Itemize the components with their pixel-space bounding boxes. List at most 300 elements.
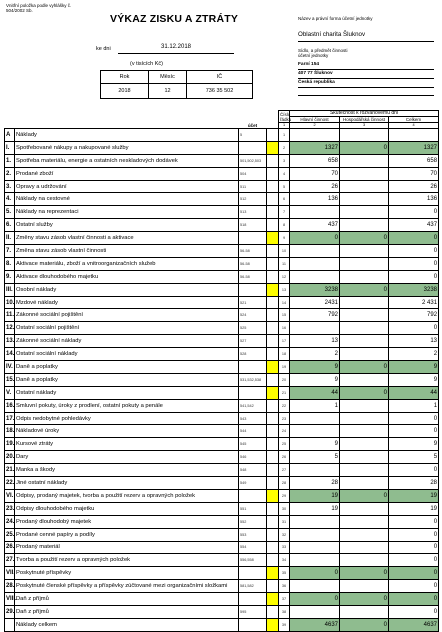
main-activity-value[interactable]: 0 <box>290 593 340 606</box>
row-label: Aktivace dlouhodobého majetku <box>15 270 239 283</box>
main-activity-value[interactable] <box>290 425 340 438</box>
row-indicator <box>267 348 279 361</box>
main-activity-value[interactable]: 2 <box>290 348 340 361</box>
total-value[interactable]: 19 <box>389 502 439 515</box>
row-code: 29. <box>5 605 15 618</box>
row-number: 18 <box>279 348 290 361</box>
row-account: 531,532,538 <box>239 373 267 386</box>
total-value[interactable]: 0 <box>389 245 439 258</box>
main-activity-value[interactable]: 437 <box>290 219 340 232</box>
business-activity-value[interactable] <box>340 129 389 142</box>
row-account: 546 <box>239 451 267 464</box>
row-indicator <box>267 309 279 322</box>
city-field[interactable] <box>298 71 434 79</box>
row-label: Prodané cenné papíry a podíly <box>15 528 239 541</box>
row-indicator <box>267 502 279 515</box>
total-value[interactable]: 0 <box>389 464 439 477</box>
total-value[interactable]: 0 <box>389 270 439 283</box>
reality-group-header: Skutečnost k rozvahovému dni <box>290 111 439 117</box>
row-code: 18. <box>5 425 15 438</box>
main-activity-value[interactable] <box>290 554 340 567</box>
row-code: 5. <box>5 206 15 219</box>
row-indicator <box>267 464 279 477</box>
row-code: 10. <box>5 296 15 309</box>
row-label: Opravy a udržování <box>15 180 239 193</box>
row-indicator <box>267 154 279 167</box>
business-activity-value[interactable] <box>340 167 389 180</box>
total-value[interactable]: 0 <box>389 425 439 438</box>
table-row <box>5 373 439 386</box>
row-label: Tvorba a použití rezerv a opravných položek <box>15 554 239 567</box>
business-activity-value[interactable] <box>340 438 389 451</box>
row-indicator <box>267 399 279 412</box>
row-number: 34 <box>279 554 290 567</box>
country-value: Česká republika <box>298 80 335 85</box>
row-code: 3. <box>5 180 15 193</box>
total-value[interactable]: 5 <box>389 451 439 464</box>
total-header: Celkem <box>389 117 439 123</box>
row-code: 11. <box>5 309 15 322</box>
business-activity-value[interactable] <box>340 206 389 219</box>
main-activity-value[interactable] <box>290 515 340 528</box>
year-header: Rok <box>101 71 149 84</box>
row-number: 29 <box>279 489 290 502</box>
table-row <box>5 167 439 180</box>
total-value[interactable]: 3238 <box>389 283 439 296</box>
row-code: 21. <box>5 464 15 477</box>
row-account: 552 <box>239 515 267 528</box>
row-number: 36 <box>279 580 290 593</box>
table-row <box>5 309 439 322</box>
row-indicator <box>267 335 279 348</box>
total-value[interactable]: 792 <box>389 309 439 322</box>
regulation-note <box>6 3 76 13</box>
row-code: VII. <box>5 567 15 580</box>
table-row <box>5 425 439 438</box>
row-indicator <box>267 567 279 580</box>
row-account: 548 <box>239 464 267 477</box>
row-account: 544 <box>239 425 267 438</box>
total-value[interactable]: 44 <box>389 386 439 399</box>
business-activity-value[interactable]: 0 <box>340 386 389 399</box>
total-value[interactable]: 0 <box>389 580 439 593</box>
main-activity-value[interactable] <box>290 605 340 618</box>
total-value[interactable]: 658 <box>389 154 439 167</box>
row-number-header: Číslo řádku <box>280 111 292 122</box>
table-row <box>5 193 439 206</box>
row-indicator <box>267 232 279 245</box>
main-activity-value[interactable]: 9 <box>290 438 340 451</box>
row-label: Poskytnuté členské příspěvky a příspěvky zúčtované mezi organizačními složkami <box>15 580 239 593</box>
row-label: Změny stavu zásob vlastní činnosti a aktivace <box>15 232 239 245</box>
row-number: 1 <box>279 129 290 142</box>
business-activity-value[interactable] <box>340 245 389 258</box>
city-value: 407 77 Šluknov <box>298 71 333 76</box>
main-activity-value[interactable] <box>290 270 340 283</box>
row-number: 28 <box>279 477 290 490</box>
table-row <box>5 477 439 490</box>
total-value[interactable]: 0 <box>389 528 439 541</box>
row-number: 33 <box>279 541 290 554</box>
row-account: 595 <box>239 605 267 618</box>
row-indicator <box>267 386 279 399</box>
row-number: 2 <box>279 141 290 154</box>
table-row <box>5 296 439 309</box>
row-indicator <box>267 580 279 593</box>
main-activity-value[interactable]: 28 <box>290 477 340 490</box>
row-number: 13 <box>279 283 290 296</box>
business-activity-value[interactable]: 0 <box>340 593 389 606</box>
country-field[interactable] <box>298 80 434 88</box>
row-account: 545 <box>239 438 267 451</box>
period-table <box>100 70 253 99</box>
row-label: Prodaný materiál <box>15 541 239 554</box>
main-activity-value[interactable]: 19 <box>290 489 340 502</box>
total-value[interactable]: 2 <box>389 348 439 361</box>
row-label: Zákonné sociální pojištění <box>15 309 239 322</box>
row-account: 5 <box>239 129 267 142</box>
row-code: 27. <box>5 554 15 567</box>
row-account: 501,502,503 <box>239 154 267 167</box>
business-activity-value[interactable]: 0 <box>340 361 389 374</box>
row-number: 27 <box>279 464 290 477</box>
row-code: 20. <box>5 451 15 464</box>
business-activity-value[interactable] <box>340 554 389 567</box>
row-label: Změna stavu zásob vlastní činnosti <box>15 245 239 258</box>
row-label: Osobní náklady <box>15 283 239 296</box>
main-activity-value[interactable]: 44 <box>290 386 340 399</box>
main-activity-value[interactable]: 136 <box>290 193 340 206</box>
main-activity-value[interactable]: 4637 <box>290 618 340 631</box>
main-activity-value[interactable] <box>290 322 340 335</box>
business-activity-value[interactable] <box>340 335 389 348</box>
business-activity-value[interactable] <box>340 580 389 593</box>
business-activity-value[interactable] <box>340 412 389 425</box>
business-activity-value[interactable] <box>340 180 389 193</box>
row-code: VI. <box>5 489 15 502</box>
row-label: Dary <box>15 451 239 464</box>
row-number: 12 <box>279 270 290 283</box>
main-activity-value[interactable]: 792 <box>290 309 340 322</box>
total-value[interactable]: 0 <box>389 515 439 528</box>
row-number: 17 <box>279 335 290 348</box>
row-code: VIII. <box>5 593 15 606</box>
row-label: Manka a škody <box>15 464 239 477</box>
row-account: 543 <box>239 412 267 425</box>
row-indicator <box>267 528 279 541</box>
row-number: 32 <box>279 528 290 541</box>
business-activity-value[interactable] <box>340 296 389 309</box>
business-activity-value[interactable] <box>340 515 389 528</box>
total-value[interactable]: 0 <box>389 567 439 580</box>
row-indicator <box>267 451 279 464</box>
total-value[interactable]: 0 <box>389 322 439 335</box>
total-value[interactable]: 9 <box>389 438 439 451</box>
total-value[interactable]: 0 <box>389 412 439 425</box>
row-code: 26. <box>5 541 15 554</box>
business-activity-value[interactable] <box>340 605 389 618</box>
row-account: 513 <box>239 206 267 219</box>
row-indicator <box>267 193 279 206</box>
business-activity-value[interactable] <box>340 373 389 386</box>
total-value[interactable]: 1 <box>389 399 439 412</box>
business-activity-value[interactable]: 0 <box>340 232 389 245</box>
table-row <box>5 567 439 580</box>
row-account: 549 <box>239 477 267 490</box>
main-activity-value[interactable]: 0 <box>290 567 340 580</box>
row-label: Náklady na reprezentaci <box>15 206 239 219</box>
row-indicator <box>267 477 279 490</box>
business-activity-value[interactable] <box>340 309 389 322</box>
row-account: 56-58 <box>239 245 267 258</box>
row-account: 551 <box>239 502 267 515</box>
street-field[interactable] <box>298 62 434 70</box>
row-label: Ostatní sociální pojištění <box>15 322 239 335</box>
total-value[interactable] <box>389 129 439 142</box>
row-indicator <box>267 438 279 451</box>
main-activity-value[interactable] <box>290 257 340 270</box>
column-number: 4 <box>389 123 439 129</box>
business-activity-value[interactable] <box>340 399 389 412</box>
row-code: 4. <box>5 193 15 206</box>
total-value[interactable]: 0 <box>389 232 439 245</box>
main-activity-value[interactable]: 3238 <box>290 283 340 296</box>
row-account: 581,582 <box>239 580 267 593</box>
main-activity-value[interactable]: 658 <box>290 154 340 167</box>
table-row <box>5 528 439 541</box>
business-activity-value[interactable] <box>340 477 389 490</box>
business-activity-value[interactable]: 0 <box>340 141 389 154</box>
date-prefix: ke dni <box>96 46 111 52</box>
row-account: 511 <box>239 180 267 193</box>
row-label: Spotřeba materiálu, energie a ostatních neskladových dodávek <box>15 154 239 167</box>
profit-loss-rows <box>5 129 439 632</box>
total-value[interactable]: 70 <box>389 167 439 180</box>
row-label: Náklady na cestovné <box>15 193 239 206</box>
entity-name-field[interactable] <box>298 31 434 42</box>
row-code: 25. <box>5 528 15 541</box>
row-indicator <box>267 270 279 283</box>
main-activity-value[interactable] <box>290 464 340 477</box>
main-activity-value[interactable]: 9 <box>290 361 340 374</box>
row-code: 7. <box>5 245 15 258</box>
table-row <box>5 386 439 399</box>
table-row <box>5 489 439 502</box>
main-activity-value[interactable] <box>290 528 340 541</box>
date-value: 31.12.2018 <box>160 44 192 50</box>
row-indicator <box>267 245 279 258</box>
total-value[interactable]: 0 <box>389 257 439 270</box>
row-number: 30 <box>279 502 290 515</box>
regulation-note-line-1: Vnitřní položka podle vyhlášky č. <box>6 3 72 8</box>
business-activity-value[interactable] <box>340 154 389 167</box>
row-number: 21 <box>279 386 290 399</box>
total-value[interactable]: 0 <box>389 206 439 219</box>
row-code: I. <box>5 141 15 154</box>
row-account: 518 <box>239 219 267 232</box>
business-activity-value[interactable] <box>340 502 389 515</box>
total-value[interactable]: 13 <box>389 335 439 348</box>
main-activity-value[interactable]: 5 <box>290 451 340 464</box>
row-indicator <box>267 219 279 232</box>
entity-name-label: Název a právní forma účetní jednotky <box>298 16 373 21</box>
row-indicator <box>267 618 279 631</box>
date-field[interactable] <box>118 44 234 54</box>
row-account: 541,542 <box>239 399 267 412</box>
total-value[interactable]: 28 <box>389 477 439 490</box>
row-code: 19. <box>5 438 15 451</box>
row-indicator <box>267 412 279 425</box>
ic-header: IČ <box>187 71 253 84</box>
row-label: Náklady <box>15 129 239 142</box>
row-indicator <box>267 541 279 554</box>
business-activity-value[interactable] <box>340 541 389 554</box>
main-activity-value[interactable]: 1327 <box>290 141 340 154</box>
row-label: Spotřebované nákupy a nakupované služby <box>15 141 239 154</box>
row-account <box>239 232 267 245</box>
row-label: Odpis nedobytné pohledávky <box>15 412 239 425</box>
row-label: Poskytnuté příspěvky <box>15 567 239 580</box>
business-activity-header: Hospodářská činnost <box>340 117 389 123</box>
business-activity-value[interactable]: 0 <box>340 567 389 580</box>
total-value[interactable]: 1327 <box>389 141 439 154</box>
total-value[interactable]: 19 <box>389 489 439 502</box>
table-row <box>5 554 439 567</box>
row-account: 554 <box>239 541 267 554</box>
business-activity-value[interactable] <box>340 322 389 335</box>
row-label: Kursové ztráty <box>15 438 239 451</box>
main-activity-value[interactable] <box>290 129 340 142</box>
main-activity-value[interactable]: 0 <box>290 232 340 245</box>
row-code: 2. <box>5 167 15 180</box>
table-row <box>5 335 439 348</box>
total-value[interactable]: 0 <box>389 605 439 618</box>
row-code: 24. <box>5 515 15 528</box>
row-indicator <box>267 373 279 386</box>
row-number: 19 <box>279 361 290 374</box>
row-indicator <box>267 361 279 374</box>
row-number: 26 <box>279 451 290 464</box>
main-activity-value[interactable]: 1 <box>290 399 340 412</box>
row-account: 504 <box>239 167 267 180</box>
row-number: 39 <box>279 618 290 631</box>
table-row <box>5 245 439 258</box>
row-label: Daň z příjmů <box>15 593 239 606</box>
total-value[interactable]: 136 <box>389 193 439 206</box>
business-activity-value[interactable] <box>340 348 389 361</box>
row-number: 10 <box>279 245 290 258</box>
row-indicator <box>267 167 279 180</box>
row-account: 527 <box>239 335 267 348</box>
total-value[interactable]: 26 <box>389 180 439 193</box>
total-value[interactable]: 437 <box>389 219 439 232</box>
extra-field[interactable] <box>298 89 434 96</box>
total-value[interactable]: 9 <box>389 373 439 386</box>
row-label: Mzdové náklady <box>15 296 239 309</box>
business-activity-value[interactable] <box>340 193 389 206</box>
business-activity-value[interactable] <box>340 451 389 464</box>
row-number: 7 <box>279 206 290 219</box>
total-value[interactable]: 2 431 <box>389 296 439 309</box>
main-activity-value[interactable]: 2431 <box>290 296 340 309</box>
main-activity-value[interactable] <box>290 580 340 593</box>
row-account <box>239 386 267 399</box>
row-indicator <box>267 322 279 335</box>
row-account <box>239 141 267 154</box>
row-code: 13. <box>5 335 15 348</box>
total-value[interactable]: 0 <box>389 593 439 606</box>
table-row <box>5 451 439 464</box>
row-account: 553 <box>239 528 267 541</box>
table-row <box>5 219 439 232</box>
row-indicator <box>267 141 279 154</box>
row-number: 23 <box>279 412 290 425</box>
row-indicator <box>267 257 279 270</box>
unit-note: (v tisících Kč) <box>130 61 164 67</box>
row-account: 525 <box>239 322 267 335</box>
main-activity-value[interactable] <box>290 206 340 219</box>
table-row <box>5 412 439 425</box>
main-activity-value[interactable] <box>290 245 340 258</box>
row-code: 28. <box>5 580 15 593</box>
total-value[interactable]: 0 <box>389 541 439 554</box>
business-activity-value[interactable] <box>340 257 389 270</box>
total-value[interactable]: 9 <box>389 361 439 374</box>
main-activity-value[interactable]: 13 <box>290 335 340 348</box>
business-activity-value[interactable] <box>340 270 389 283</box>
main-activity-value[interactable]: 70 <box>290 167 340 180</box>
main-activity-value[interactable] <box>290 541 340 554</box>
table-row <box>5 154 439 167</box>
row-indicator <box>267 283 279 296</box>
row-indicator <box>267 605 279 618</box>
row-account <box>239 593 267 606</box>
year-value: 2018 <box>101 84 149 99</box>
row-label: Prodaný dlouhodobý majetek <box>15 515 239 528</box>
row-number: 16 <box>279 322 290 335</box>
row-account <box>239 489 267 502</box>
row-code: 22. <box>5 477 15 490</box>
business-activity-value[interactable] <box>340 219 389 232</box>
main-activity-value[interactable]: 19 <box>290 502 340 515</box>
row-account: 56-58 <box>239 257 267 270</box>
row-label: Zákonné sociální náklady <box>15 335 239 348</box>
entity-address-label <box>298 48 348 58</box>
row-code: 15. <box>5 373 15 386</box>
row-code: II. <box>5 232 15 245</box>
main-activity-value[interactable] <box>290 412 340 425</box>
table-row <box>5 580 439 593</box>
business-activity-value[interactable] <box>340 464 389 477</box>
main-activity-value[interactable]: 26 <box>290 180 340 193</box>
table-row <box>5 399 439 412</box>
column-number: 3 <box>340 123 389 129</box>
row-indicator <box>267 554 279 567</box>
total-value[interactable]: 0 <box>389 554 439 567</box>
main-activity-value[interactable]: 9 <box>290 373 340 386</box>
row-indicator <box>267 296 279 309</box>
row-number: 24 <box>279 425 290 438</box>
business-activity-value[interactable]: 0 <box>340 489 389 502</box>
business-activity-value[interactable] <box>340 528 389 541</box>
row-account <box>239 283 267 296</box>
business-activity-value[interactable]: 0 <box>340 283 389 296</box>
column-number: 2 <box>290 123 340 129</box>
total-value[interactable]: 4637 <box>389 618 439 631</box>
business-activity-value[interactable] <box>340 425 389 438</box>
business-activity-value[interactable]: 0 <box>340 618 389 631</box>
row-code: 23. <box>5 502 15 515</box>
